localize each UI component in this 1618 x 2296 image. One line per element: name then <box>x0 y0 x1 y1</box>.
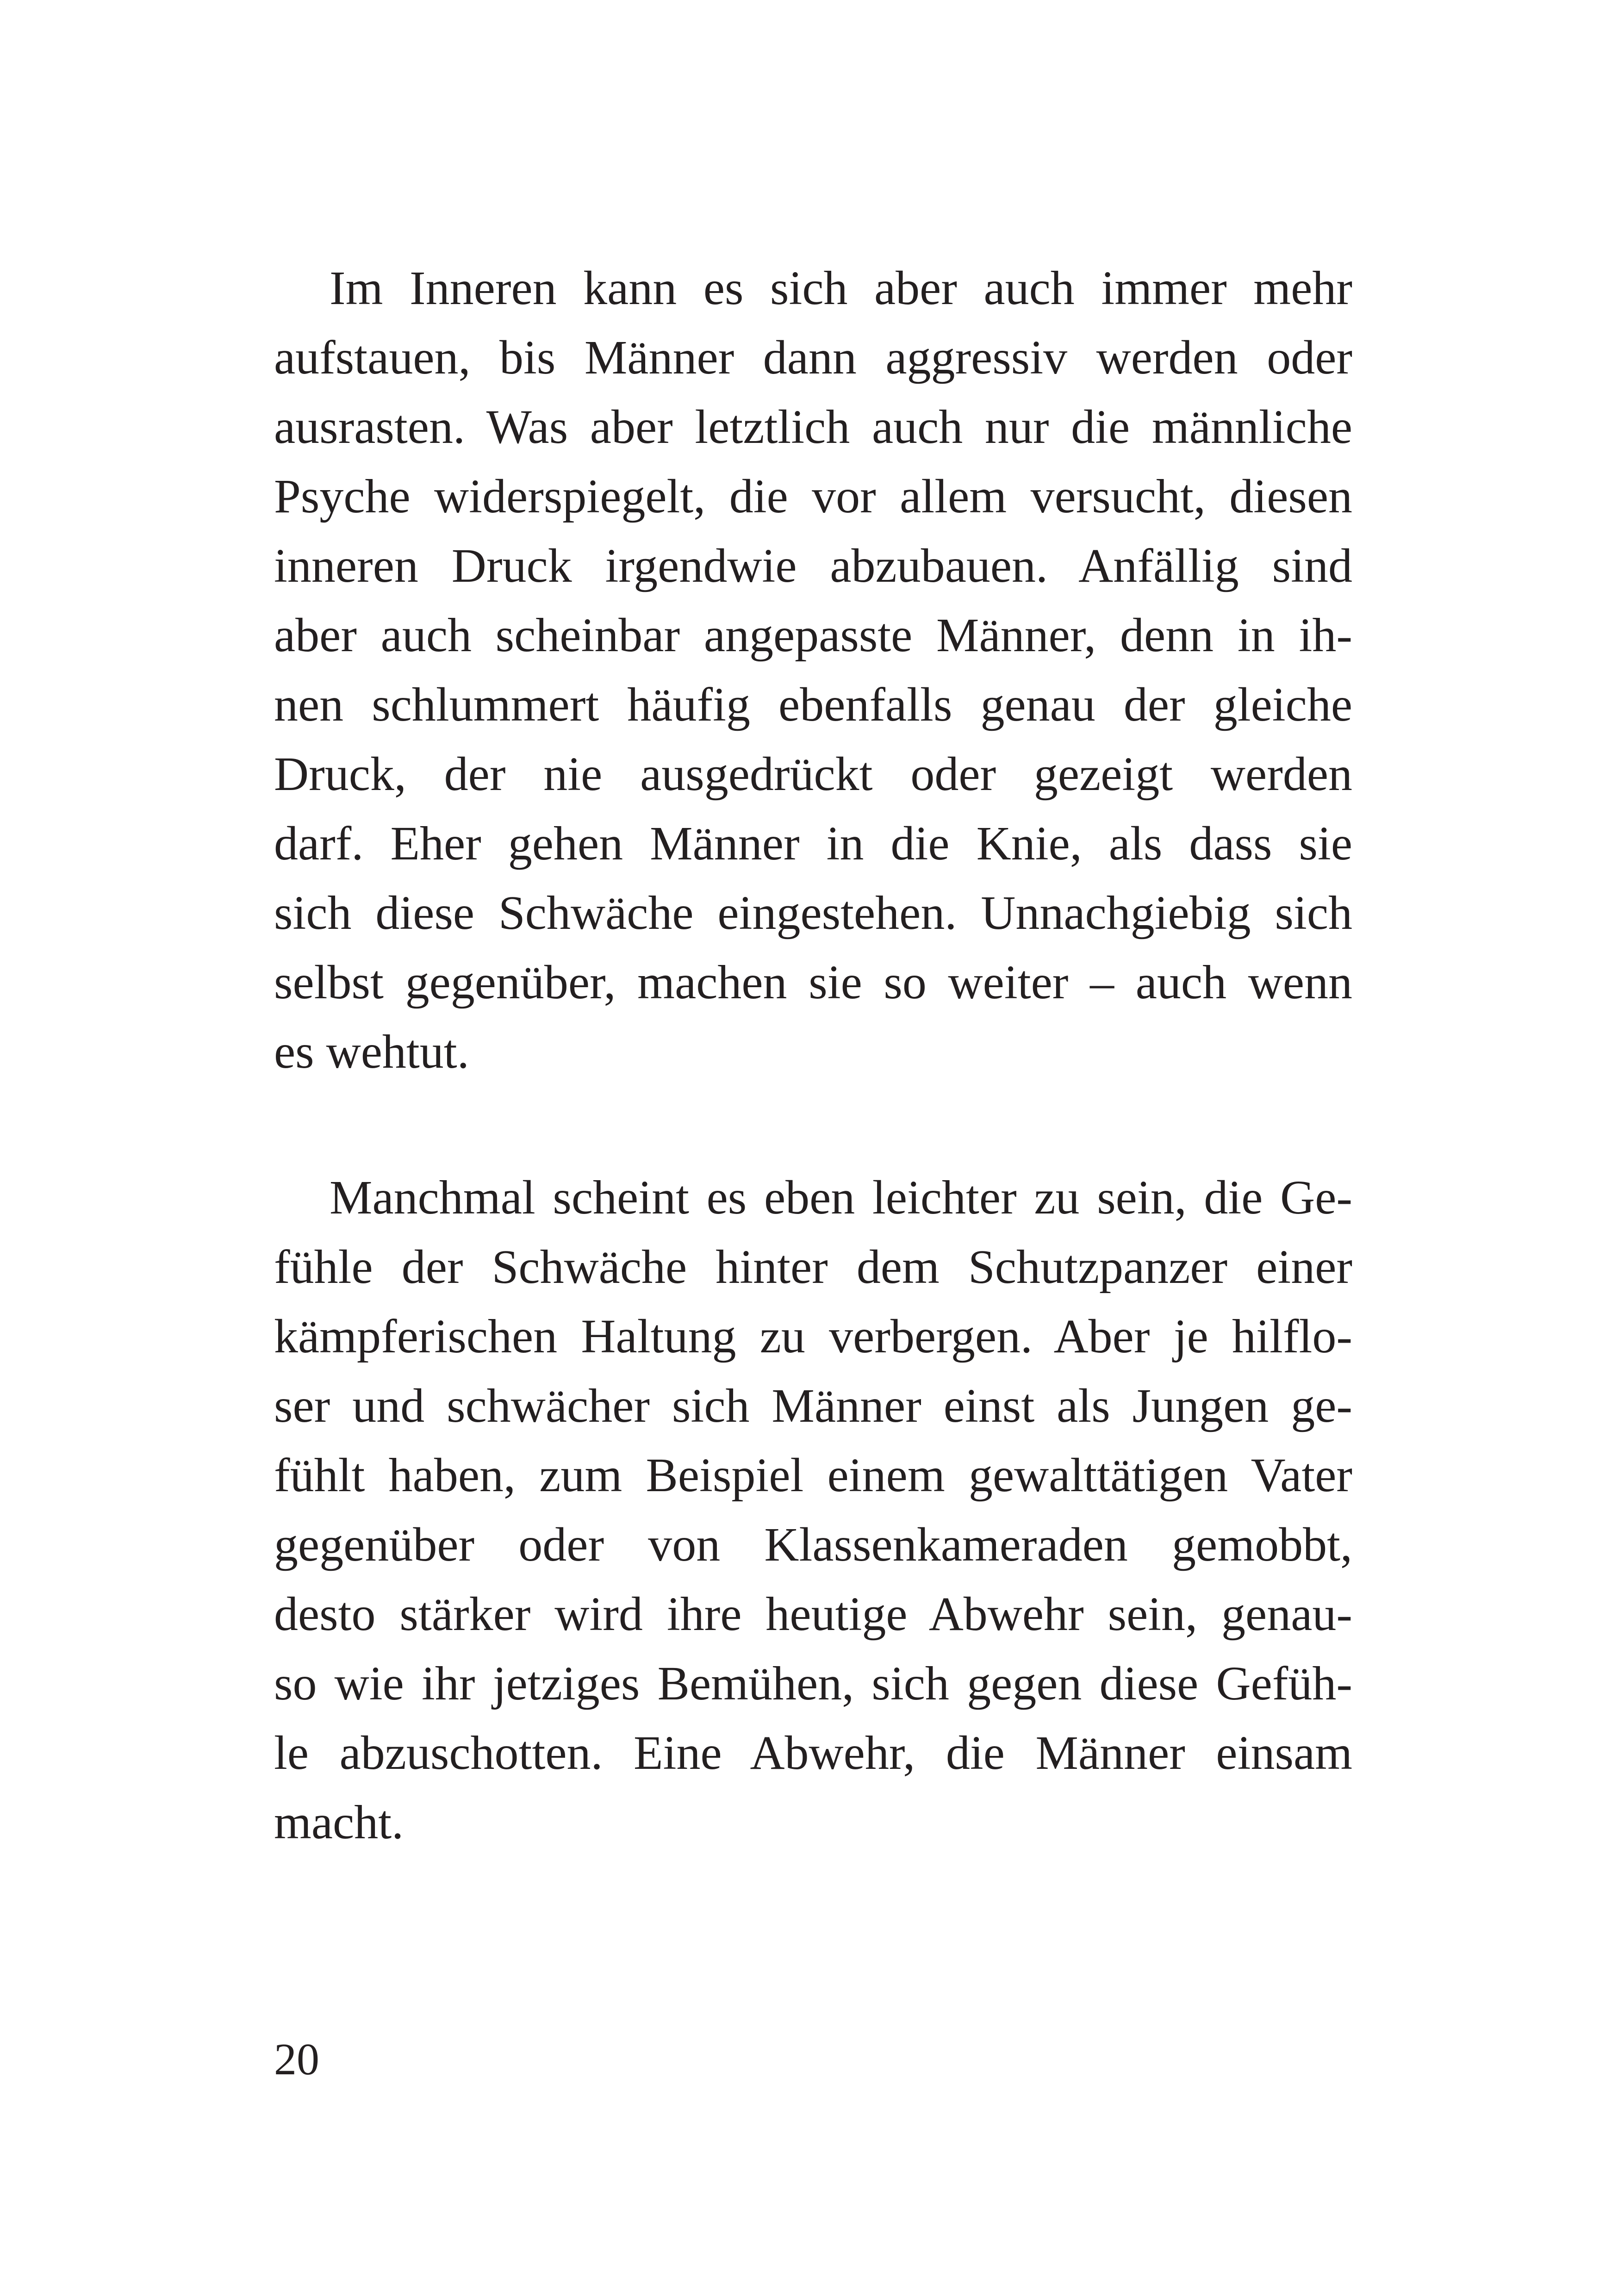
text-line: inneren Druck irgendwie abzubauen. Anfällig sind <box>274 539 1352 592</box>
body-text <box>274 254 1352 1857</box>
text-line: selbst gegenüber, machen sie so weiter – auch wenn <box>274 956 1352 1009</box>
paragraph-2 <box>274 1163 1352 1857</box>
text-line: so wie ihr jetziges Bemühen, sich gegen diese Gefüh- <box>274 1657 1352 1710</box>
text-line: nen schlummert häufig ebenfalls genau der gleiche <box>274 678 1352 731</box>
text-line: darf. Eher gehen Männer in die Knie, als dass sie <box>274 817 1352 870</box>
text-line: aber auch scheinbar angepasste Männer, denn in ih- <box>274 609 1352 662</box>
text-line: Psyche widerspiegelt, die vor allem versucht, diesen <box>274 470 1352 523</box>
text-line: sich diese Schwäche eingestehen. Unnachgiebig sich <box>274 886 1352 940</box>
text-line: gegenüber oder von Klassenkameraden gemobbt, <box>274 1518 1352 1571</box>
text-line: desto stärker wird ihre heutige Abwehr sein, genau- <box>274 1587 1352 1641</box>
paragraph-spacer <box>274 1087 1352 1163</box>
text-line: ser und schwächer sich Männer einst als Jungen ge- <box>274 1379 1352 1432</box>
text-line: Druck, der nie ausgedrückt oder gezeigt werden <box>274 747 1352 801</box>
text-line: kämpferischen Haltung zu verbergen. Aber je hilflo- <box>274 1310 1352 1363</box>
text-line: aufstauen, bis Männer dann aggressiv werden oder <box>274 331 1352 384</box>
page-number: 20 <box>274 2035 319 2084</box>
text-line: es wehtut. <box>274 1025 469 1078</box>
text-line: le abzuschotten. Eine Abwehr, die Männer einsam <box>274 1726 1352 1780</box>
text-line: ausrasten. Was aber letztlich auch nur die männliche <box>274 400 1352 454</box>
text-line: Manchmal scheint es eben leichter zu sein, die Ge- <box>330 1171 1352 1224</box>
text-line: fühlt haben, zum Beispiel einem gewalttätigen Vater <box>274 1449 1352 1502</box>
text-line: macht. <box>274 1796 404 1849</box>
text-line: fühle der Schwäche hinter dem Schutzpanzer einer <box>274 1240 1352 1294</box>
text-line: Im Inneren kann es sich aber auch immer mehr <box>330 261 1352 315</box>
paragraph-1 <box>274 254 1352 1087</box>
